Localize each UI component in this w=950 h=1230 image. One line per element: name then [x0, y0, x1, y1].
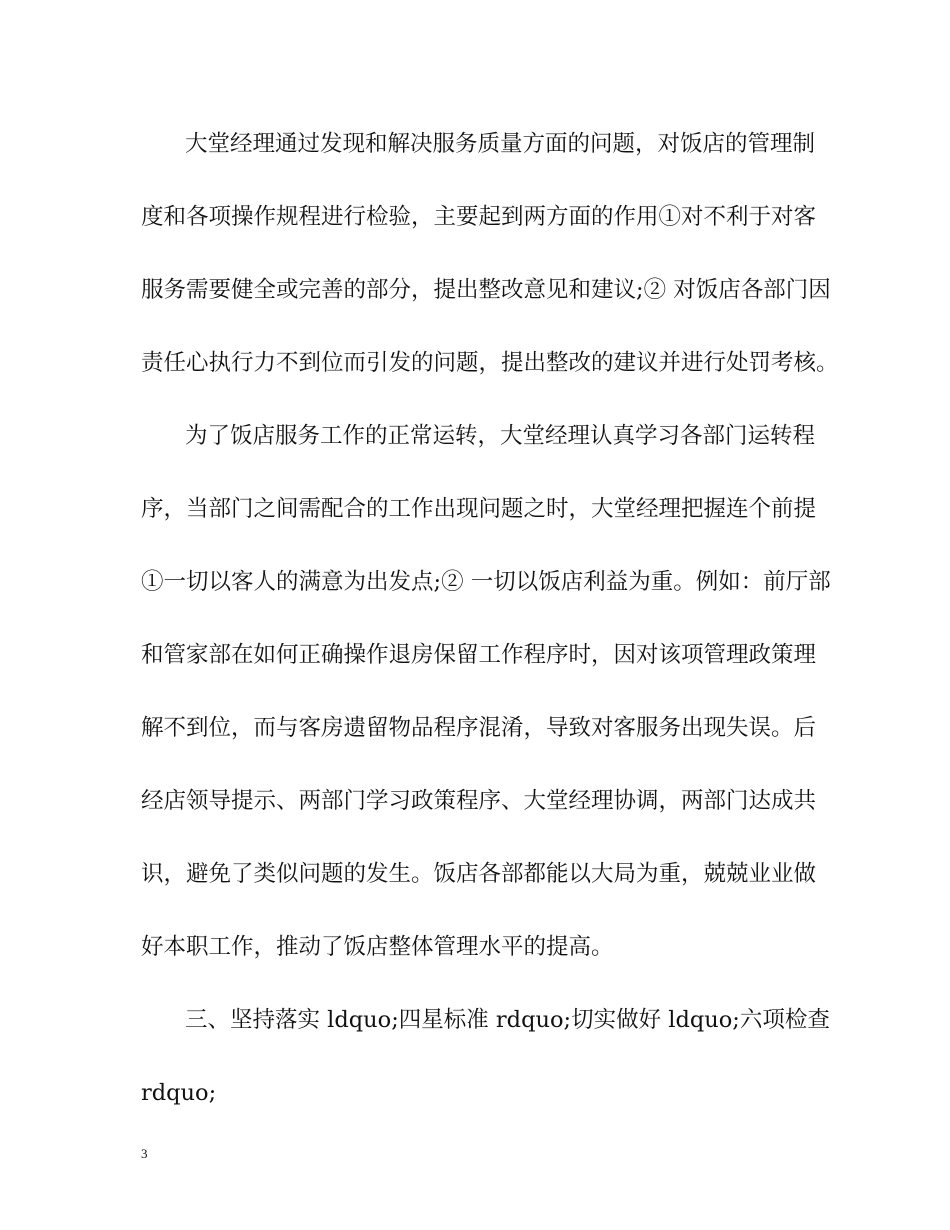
paragraph-2-line-3: ①一切以客人的满意为出发点;② 一切以饭店利益为重。例如：前厅部 [141, 569, 831, 595]
paragraph-2-line-6: 经店领导提示、两部门学习政策程序、大堂经理协调，两部门达成共 [141, 788, 817, 814]
paragraph-1-line-3: 服务需要健全或完善的部分，提出整改意见和建议;② 对饭店各部门因 [141, 277, 831, 303]
section-heading-line-2: rdquo; [141, 1080, 217, 1106]
paragraph-2-line-8: 好本职工作，推动了饭店整体管理水平的提高。 [141, 934, 614, 960]
paragraph-2-line-5: 解不到位，而与客房遗留物品程序混淆，导致对客服务出现失误。后 [141, 715, 817, 741]
paragraph-1-line-2: 度和各项操作规程进行检验，主要起到两方面的作用①对不利于对客 [141, 204, 817, 230]
paragraph-2-line-1: 为了饭店服务工作的正常运转，大堂经理认真学习各部门运转程 [185, 423, 816, 449]
paragraph-2-line-7: 识，避免了类似问题的发生。饭店各部都能以大局为重，兢兢业业做 [141, 861, 817, 887]
section-heading-line-1: 三、坚持落实 ldquo;四星标准 rdquo;切实做好 ldquo;六项检查 [185, 1007, 830, 1033]
page-number: 3 [141, 1146, 148, 1161]
paragraph-2-line-2: 序，当部门之间需配合的工作出现问题之时，大堂经理把握连个前提 [141, 496, 817, 522]
paragraph-1-line-4: 责任心执行力不到位而引发的问题，提出整改的建议并进行处罚考核。 [141, 350, 839, 376]
paragraph-1-line-1: 大堂经理通过发现和解决服务质量方面的问题，对饭店的管理制 [185, 131, 816, 157]
paragraph-2-line-4: 和管家部在如何正确操作退房保留工作程序时，因对该项管理政策理 [141, 642, 817, 668]
